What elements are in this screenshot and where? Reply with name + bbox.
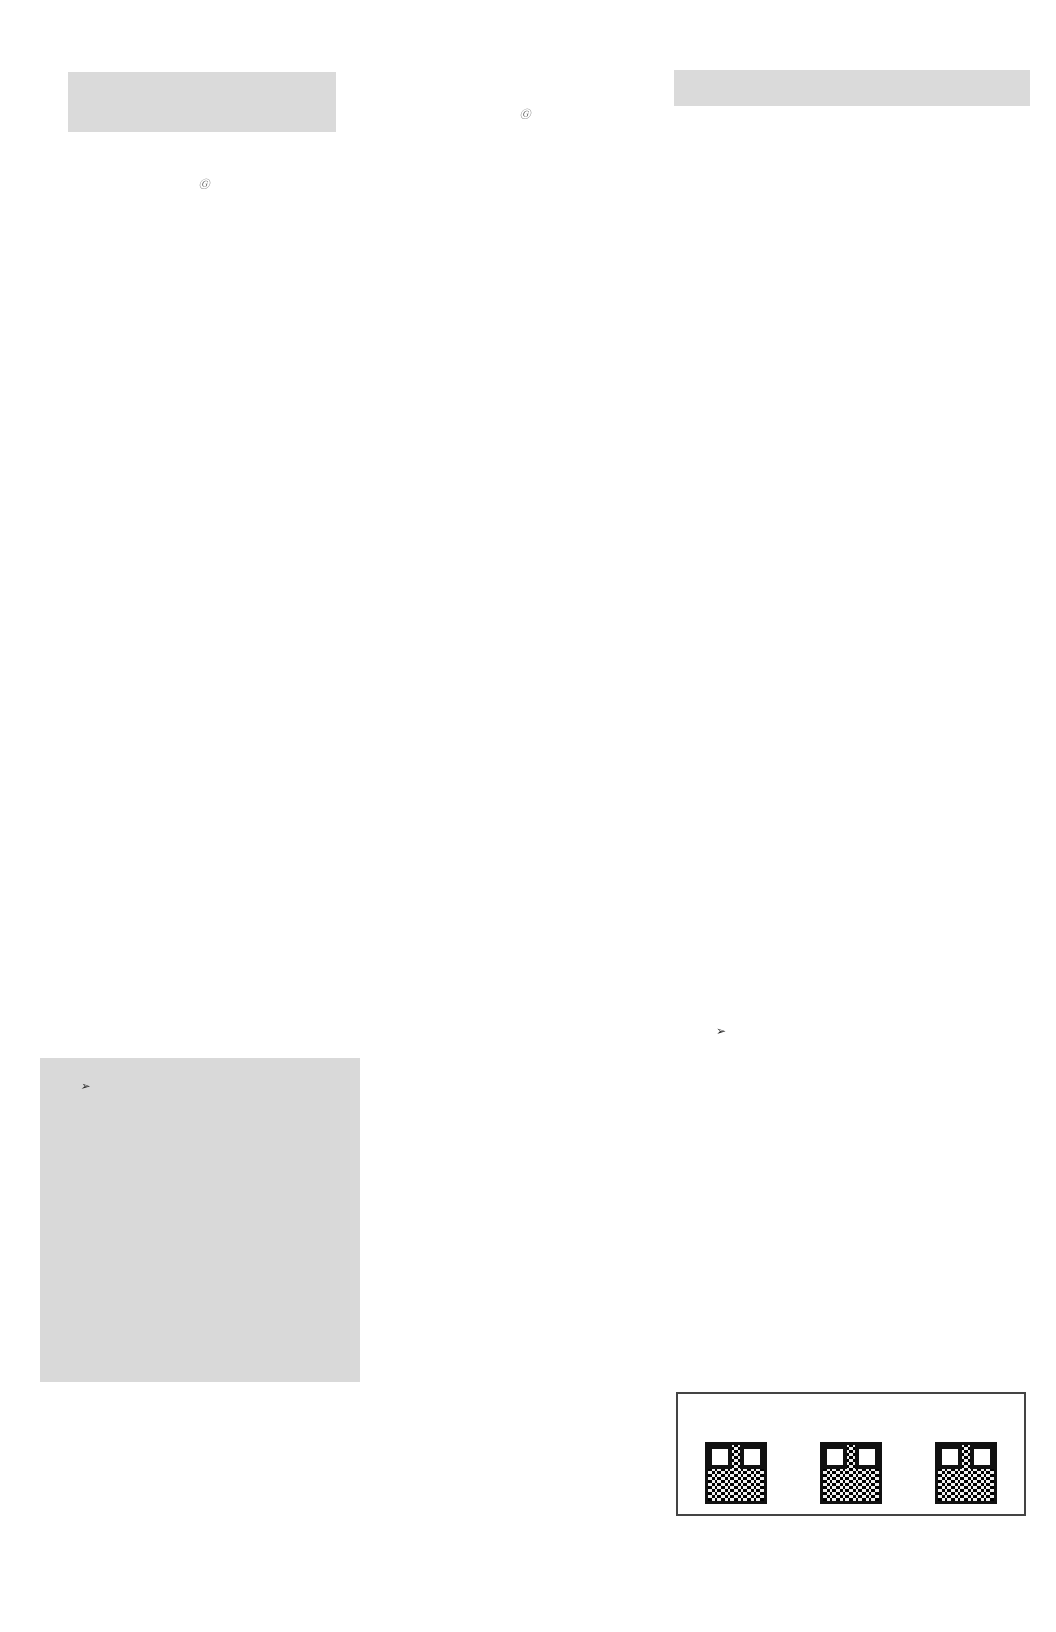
qr-wine[interactable] — [691, 1402, 781, 1514]
handhelds-subtitle — [52, 176, 356, 192]
qr-label — [691, 1402, 781, 1436]
column-middle — [374, 0, 676, 1632]
qr-label — [806, 1402, 896, 1436]
notice-box — [68, 72, 336, 132]
qr-beer[interactable] — [806, 1402, 896, 1514]
cheesesteak-banner — [674, 70, 1030, 106]
column-right — [694, 0, 1004, 1632]
specialty-fries: ➢ — [716, 1024, 733, 1038]
stuffd-box — [40, 1058, 360, 1382]
deli-subtitle — [374, 106, 676, 122]
column-left — [52, 0, 356, 1632]
qr-code-icon — [820, 1442, 882, 1504]
gf-icon: Ⓖ — [198, 179, 210, 191]
qr-box — [676, 1392, 1026, 1516]
gf-icon: Ⓖ — [519, 109, 531, 121]
qr-code-icon — [935, 1442, 997, 1504]
qr-label — [921, 1402, 1011, 1436]
qr-social[interactable] — [921, 1402, 1011, 1514]
qr-code-icon — [705, 1442, 767, 1504]
stuffd-ask: ➢ — [80, 1081, 90, 1093]
